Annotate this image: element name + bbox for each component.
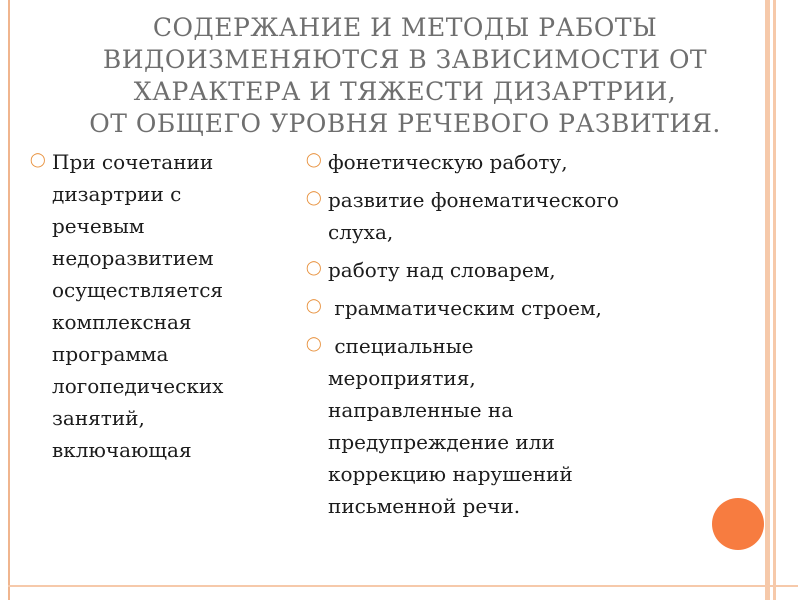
ring-bullet-icon: ◯ xyxy=(30,152,46,168)
frame-bottom-line xyxy=(8,585,798,587)
frame-right-stripe xyxy=(765,0,770,600)
list-item xyxy=(306,146,726,178)
text-line: При сочетании xyxy=(52,150,214,174)
text-line: речевым xyxy=(52,214,145,238)
text-line: комплексная xyxy=(52,310,192,334)
list-item xyxy=(306,254,726,286)
list-item xyxy=(306,184,726,248)
left-column xyxy=(30,146,300,466)
ring-bullet-icon: ◯ xyxy=(306,260,322,276)
ring-bullet-icon: ◯ xyxy=(306,152,322,168)
ring-bullet-icon: ◯ xyxy=(306,336,322,352)
text-line: письменной речи. xyxy=(328,494,521,518)
right-column xyxy=(306,146,726,528)
title-line: ХАРАКТЕРА И ТЯЖЕСТИ ДИЗАРТРИИ, xyxy=(133,77,677,106)
text-line: дизартрии с xyxy=(52,182,182,206)
title-line: СОДЕРЖАНИЕ И МЕТОДЫ РАБОТЫ xyxy=(152,13,658,42)
text-line: фонетическую работу, xyxy=(328,150,568,174)
text-line: занятий, xyxy=(52,406,145,430)
frame-left-line xyxy=(8,0,10,600)
text-line: специальные xyxy=(328,334,474,358)
text-line: слуха, xyxy=(328,220,394,244)
title-line: ВИДОИЗМЕНЯЮТСЯ В ЗАВИСИМОСТИ ОТ xyxy=(102,45,708,74)
text-line: грамматическим строем, xyxy=(328,296,602,320)
text-line: коррекцию нарушений xyxy=(328,462,573,486)
text-line: развитие фонематического xyxy=(328,188,619,212)
ring-bullet-icon: ◯ xyxy=(306,298,322,314)
list-item xyxy=(306,330,726,522)
text-line: логопедических xyxy=(52,374,224,398)
frame-right-stripe-inner xyxy=(773,0,776,600)
text-line: недоразвитием xyxy=(52,246,214,270)
text-line: включающая xyxy=(52,438,192,462)
text-line: мероприятия, xyxy=(328,366,476,390)
text-line: осуществляется xyxy=(52,278,224,302)
title-line: ОТ ОБЩЕГО УРОВНЯ РЕЧЕВОГО РАЗВИТИЯ. xyxy=(89,109,721,138)
text-line: работу над словарем, xyxy=(328,258,556,282)
text-line: программа xyxy=(52,342,169,366)
ring-bullet-icon: ◯ xyxy=(306,190,322,206)
text-line: предупреждение или xyxy=(328,430,555,454)
text-line: направленные на xyxy=(328,398,514,422)
slide-title xyxy=(60,12,750,140)
list-item xyxy=(30,146,300,466)
decorative-circle xyxy=(712,498,764,550)
list-item xyxy=(306,292,726,324)
